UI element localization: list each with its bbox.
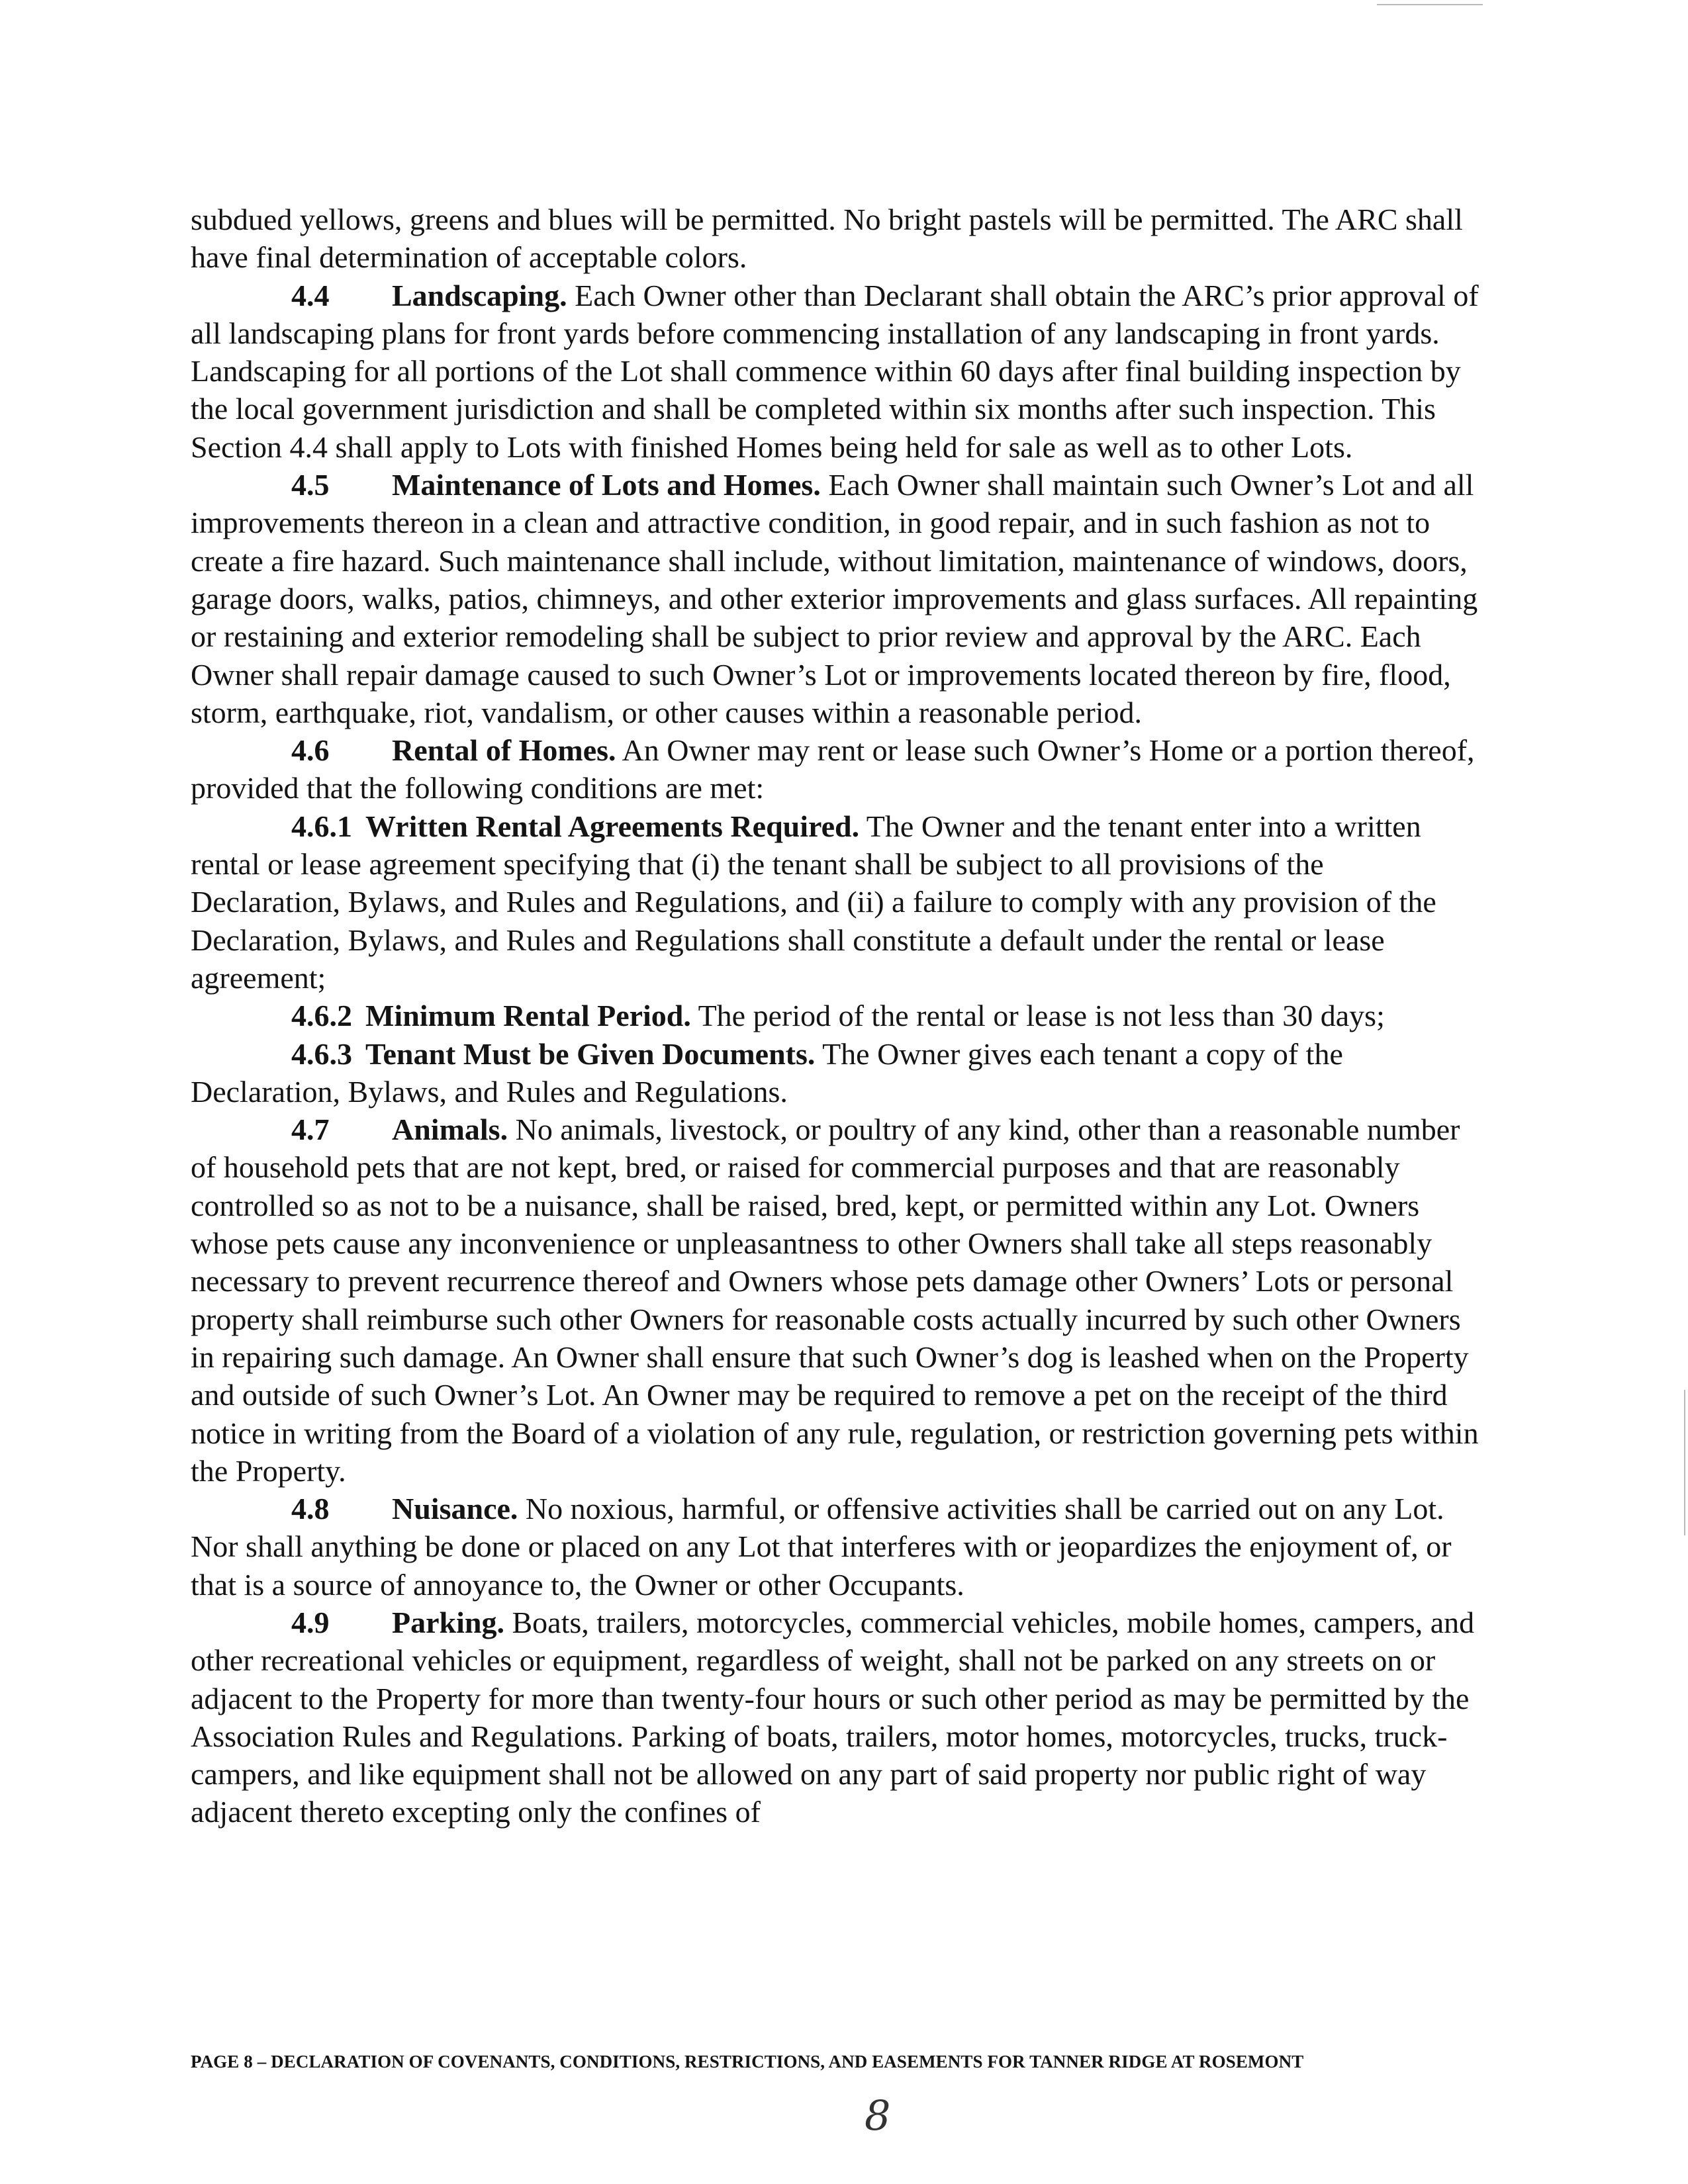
section-text: The Owner gives each tenant a copy of the Declaration, Bylaws, and Rules and Regulations.: [191, 1036, 1343, 1109]
section-number: 4.4: [291, 278, 330, 312]
section-heading: Animals.: [392, 1113, 508, 1147]
section-number: 4.5: [291, 468, 330, 502]
section-heading: Parking.: [392, 1605, 504, 1639]
section-heading: Written Rental Agreements Required.: [365, 809, 860, 843]
section-4-9: [191, 1604, 1480, 1831]
section-4-6: [191, 731, 1480, 807]
section-number: 4.8: [291, 1492, 330, 1526]
intro-paragraph: subdued yellows, greens and blues will be permitted. No bright pastels will be permitted. The ARC shall have final determination of acceptable colors.: [191, 203, 1463, 275]
section-4-4: [191, 277, 1480, 466]
section-heading: Tenant Must be Given Documents.: [365, 1036, 816, 1071]
section-number: 4.9: [291, 1605, 330, 1639]
section-text: Each Owner shall maintain such Owner’s Lot and all improvements thereon in a clean and attractive condition, in good repair, and in such fashion as not to create a fire hazard. Such maintenance shall include, without limitation, maintenance of windows, doors, garage doors, walks, patios, chimneys, and other exterior improvements and glass surfaces. All repainting or restaining and exterior remodeling shall be subject to prior review and approval by the ARC. Each Owner shall repair damage caused to such Owner’s Lot or improvements located thereon by fire, flood, storm, earthquake, riot, vandalism, or other causes within a reasonable period.: [191, 468, 1478, 729]
section-4-8: [191, 1490, 1480, 1604]
section-heading: Maintenance of Lots and Homes.: [392, 468, 821, 502]
section-4-7: [191, 1111, 1480, 1490]
section-4-6-3: [191, 1035, 1480, 1111]
section-text: The period of the rental or lease is not less than 30 days;: [690, 999, 1385, 1033]
section-heading: Minimum Rental Period.: [365, 999, 691, 1033]
document-body: [191, 201, 1480, 1831]
section-number: 4.7: [291, 1113, 330, 1147]
page-footer: PAGE 8 – DECLARATION OF COVENANTS, CONDITIONS, RESTRICTIONS, AND EASEMENTS FOR TANNER RIDGE AT ROSEMONT: [191, 2052, 1304, 2071]
section-text: No noxious, harmful, or offensive activities shall be carried out on any Lot. Nor shall anything be done or placed on any Lot that interferes with or jeopardizes the enjoyment of, or that is a source of annoyance to, the Owner or other Occupants.: [191, 1492, 1452, 1602]
scan-edge-top: [1377, 4, 1483, 5]
section-number: 4.6: [291, 733, 330, 768]
section-text: An Owner may rent or lease such Owner’s Home or a portion thereof, provided that the following conditions are met:: [191, 733, 1475, 805]
section-4-6-2: [191, 997, 1480, 1034]
section-heading: Landscaping.: [392, 278, 567, 312]
section-number: 4.6.1: [291, 809, 352, 843]
section-4-5: [191, 466, 1480, 731]
section-text: The Owner and the tenant enter into a written rental or lease agreement specifying that (i) the tenant shall be subject to all provisions of the Declaration, Bylaws, and Rules and Regulations, and (ii) a failure to comply with any provision of the Declaration, Bylaws, and Rules and Regulations shall constitute a default under the rental or lease agreement;: [191, 809, 1436, 995]
section-4-6-1: [191, 807, 1480, 997]
section-number: 4.6.2: [291, 999, 352, 1033]
scan-edge-right: [1684, 1390, 1685, 1535]
section-text: Boats, trailers, motorcycles, commercial vehicles, mobile homes, campers, and other recreational vehicles or equipment, regardless of weight, shall not be parked on any streets on or adjacent to the Property for more than twenty-four hours or such other period as may be permitted by the Association Rules and Regulations. Parking of boats, trailers, motor homes, motorcycles, trucks, truck-campers, and like equipment shall not be allowed on any part of said property nor public right of way adjacent thereto excepting only the confines of: [191, 1605, 1475, 1829]
section-text: No animals, livestock, or poultry of any kind, other than a reasonable number of household pets that are not kept, bred, or raised for commercial purposes and that are reasonably controlled so as not to be a nuisance, shall be raised, bred, kept, or permitted within any Lot. Owners whose pets cause any inconvenience or unpleasantness to other Owners shall take all steps reasonably necessary to prevent recurrence thereof and Owners whose pets damage other Owners’ Lots or personal property shall reimburse such other Owners for reasonable costs actually incurred by such other Owners in repairing such damage. An Owner shall ensure that such Owner’s dog is leashed when on the Property and outside of such Owner’s Lot. An Owner may be required to remove a pet on the receipt of the third notice in writing from the Board of a violation of any rule, regulation, or restriction governing pets within the Property.: [191, 1113, 1479, 1488]
handwritten-page-number: 8: [865, 2091, 891, 2140]
section-heading: Nuisance.: [392, 1492, 518, 1526]
section-text: Each Owner other than Declarant shall obtain the ARC’s prior approval of all landscaping plans for front yards before commencing installation of any landscaping in front yards. Landscaping for all portions of the Lot shall commence within 60 days after final building inspection by the local government jurisdiction and shall be completed within six months after such inspection. This Section 4.4 shall apply to Lots with finished Homes being held for sale as well as to other Lots.: [191, 278, 1479, 464]
section-number: 4.6.3: [291, 1036, 352, 1071]
section-heading: Rental of Homes.: [392, 733, 616, 768]
